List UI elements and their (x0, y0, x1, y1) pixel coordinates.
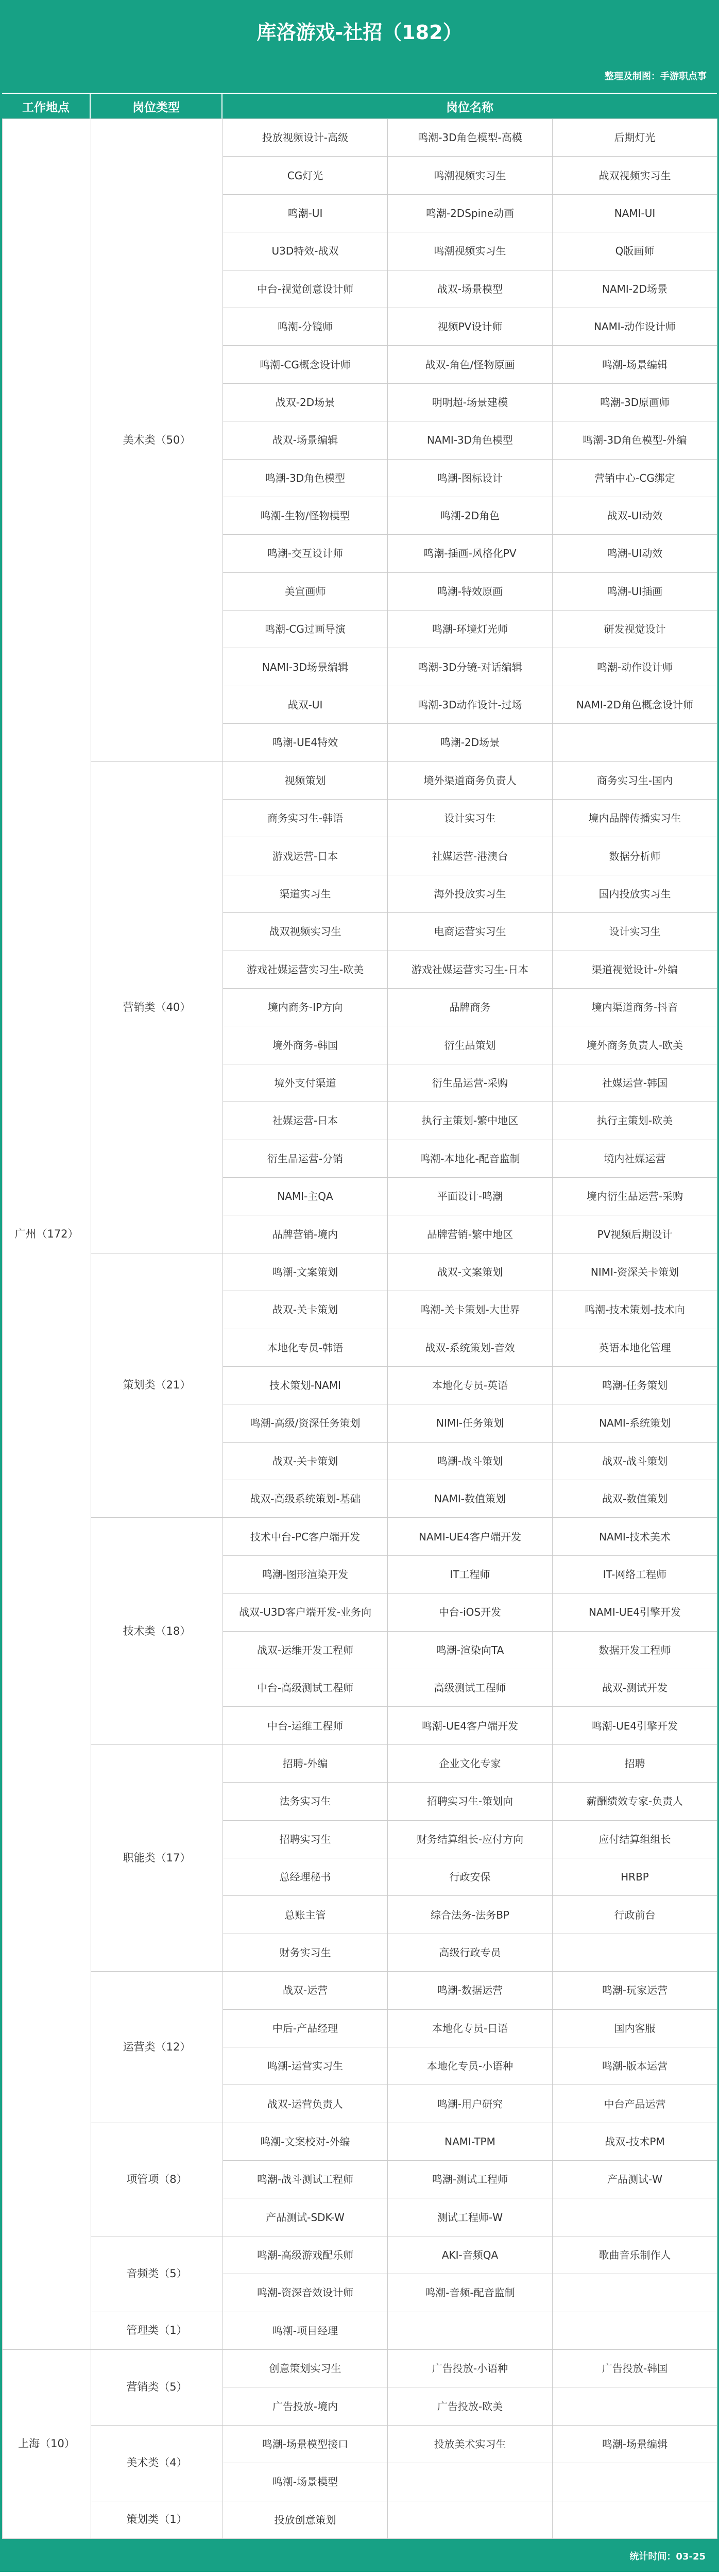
footer-banner (2, 2539, 717, 2570)
job-cell: 投放视频设计-高级 (223, 119, 388, 157)
job-cell: 战双-关卡策划 (223, 1291, 388, 1329)
job-cell: 境内渠道商务-抖音 (553, 988, 717, 1026)
job-cell: 鸣潮-插画-风格化PV (388, 535, 553, 572)
job-cell: 招聘实习生 (223, 1820, 388, 1858)
job-cell: 营销中心-CG绑定 (553, 459, 717, 497)
job-cell: IT-网络工程师 (553, 1555, 717, 1593)
table-row (3, 2123, 717, 2160)
location-cell: 上海（10） (3, 2350, 91, 2539)
page-title: 库洛游戏-社招（182） (256, 21, 463, 44)
job-cell: 鸣潮-任务策划 (553, 1366, 717, 1404)
job-cell: 战双视频实习生 (223, 913, 388, 951)
job-cell: 鸣潮-战斗策划 (388, 1442, 553, 1480)
job-cell: 鸣潮-3D动作设计-过场 (388, 686, 553, 723)
job-cell: 鸣潮-UE4引擎开发 (553, 1707, 717, 1744)
job-cell: 战双-运维开发工程师 (223, 1631, 388, 1669)
job-cell: 广告投放-小语种 (388, 2350, 553, 2387)
job-cell: NAMI-2D场景 (553, 270, 717, 308)
job-cell: 鸣潮-生物/怪物模型 (223, 497, 388, 534)
job-cell: 游戏运营-日本 (223, 837, 388, 875)
job-cell: NAMI-系统策划 (553, 1404, 717, 1442)
job-cell: IT工程师 (388, 1555, 553, 1593)
job-cell: 财务结算组长-应付方向 (388, 1820, 553, 1858)
job-cell: 电商运营实习生 (388, 913, 553, 951)
job-cell: NAMI-UE4引擎开发 (553, 1594, 717, 1631)
job-cell: NAMI-TPM (388, 2123, 553, 2160)
job-cell: 鸣潮-环境灯光师 (388, 611, 553, 648)
job-cell: 鸣潮-版本运营 (553, 2047, 717, 2084)
job-cell: 衍生品运营-分销 (223, 1140, 388, 1177)
job-cell: 战双-系统策划-音效 (388, 1329, 553, 1366)
job-cell: 战双-数值策划 (553, 1480, 717, 1518)
job-cell: 鸣潮-运营实习生 (223, 2047, 388, 2084)
category-cell: 音频类（5） (91, 2236, 223, 2312)
job-cell: 战双-文案策划 (388, 1253, 553, 1291)
location-cell: 广州（172） (3, 119, 91, 2350)
job-cell: NAMI-3D角色模型 (388, 421, 553, 459)
job-cell: 鸣潮-UI动效 (553, 535, 717, 572)
location-column-header: 工作地点 (2, 94, 91, 118)
job-cell: 社媒运营-韩国 (553, 1064, 717, 1101)
job-cell: NAMI-动作设计师 (553, 308, 717, 345)
category-cell: 运营类（12） (91, 1972, 223, 2123)
job-cell: 鸣潮-用户研究 (388, 2085, 553, 2123)
job-cell: 鸣潮-资深音效设计师 (223, 2274, 388, 2312)
job-cell: 鸣潮-UE4客户端开发 (388, 1707, 553, 1744)
job-cell: 高级行政专员 (388, 1934, 553, 1971)
job-cell: 渠道视觉设计-外编 (553, 951, 717, 988)
job-cell: NAMI-2D角色概念设计师 (553, 686, 717, 723)
job-cell: 境内商务-IP方向 (223, 988, 388, 1026)
job-cell: 鸣潮-场景编辑 (553, 346, 717, 383)
job-cell: 境内衍生品运营-采购 (553, 1177, 717, 1215)
job-cell: 高级测试工程师 (388, 1669, 553, 1707)
job-cell: 数据分析师 (553, 837, 717, 875)
job-cell: 鸣潮-3D角色模型 (223, 459, 388, 497)
job-cell: NAMI-3D场景编辑 (223, 648, 388, 686)
table-row (3, 2501, 717, 2538)
header-banner (2, 2, 717, 93)
category-cell: 营销类（5） (91, 2350, 223, 2426)
table-row (3, 2236, 717, 2274)
job-cell: NIMI-资深关卡策划 (553, 1253, 717, 1291)
job-cell: 国内客服 (553, 2009, 717, 2047)
job-cell: 战双-2D场景 (223, 383, 388, 421)
table-row (3, 1518, 717, 1555)
job-cell: 本地化专员-小语种 (388, 2047, 553, 2084)
job-cell: 战双-场景模型 (388, 270, 553, 308)
job-cell: 战双-场景编辑 (223, 421, 388, 459)
table-row (3, 1253, 717, 1291)
job-cell: 鸣潮-3D角色模型-外编 (553, 421, 717, 459)
job-cell: 商务实习生-韩语 (223, 800, 388, 837)
job-cell: 薪酬绩效专家-负责人 (553, 1783, 717, 1820)
job-cell: 本地化专员-韩语 (223, 1329, 388, 1366)
job-cell: PV视频后期设计 (553, 1215, 717, 1253)
job-cell: 中后-产品经理 (223, 2009, 388, 2047)
category-cell: 策划类（1） (91, 2501, 223, 2538)
job-cell: 研发视觉设计 (553, 611, 717, 648)
column-header-row (2, 93, 717, 118)
job-cell: 鸣潮-2D场景 (388, 724, 553, 761)
job-cell: 战双-UI (223, 686, 388, 723)
table-row (3, 119, 717, 157)
job-cell: 国内投放实习生 (553, 875, 717, 912)
job-cell: 视频策划 (223, 761, 388, 799)
job-cell: 境外商务负责人-欧美 (553, 1026, 717, 1064)
job-cell: 鸣潮视频实习生 (388, 232, 553, 270)
category-cell: 技术类（18） (91, 1518, 223, 1744)
job-cell: 行政前台 (553, 1896, 717, 1934)
stat-date: 统计时间：03-25 (629, 2551, 706, 2562)
job-cell: 境外支付渠道 (223, 1064, 388, 1101)
job-cell: 鸣潮-技术策划-技术向 (553, 1291, 717, 1329)
job-cell (388, 2501, 553, 2538)
job-cell: 广告投放-境内 (223, 2387, 388, 2425)
job-cell: 英语本地化管理 (553, 1329, 717, 1366)
job-cell: 后期灯光 (553, 119, 717, 157)
job-cell: 鸣潮-交互设计师 (223, 535, 388, 572)
job-cell: 招聘-外编 (223, 1744, 388, 1782)
category-cell: 管理类（1） (91, 2312, 223, 2349)
job-cell: 海外投放实习生 (388, 875, 553, 912)
job-cell (553, 2463, 717, 2501)
job-cell: NAMI-技术美术 (553, 1518, 717, 1555)
job-cell: 鸣潮-特效原画 (388, 572, 553, 610)
category-cell: 美术类（50） (91, 119, 223, 762)
job-cell: 鸣潮-UI插画 (553, 572, 717, 610)
job-cell: 技术策划-NAMI (223, 1366, 388, 1404)
category-column-header: 岗位类型 (91, 94, 222, 118)
job-cell: 鸣潮视频实习生 (388, 157, 553, 194)
job-cell: 中台-运维工程师 (223, 1707, 388, 1744)
job-cell: 鸣潮-高级游戏配乐师 (223, 2236, 388, 2274)
job-cell: 歌曲音乐制作人 (553, 2236, 717, 2274)
job-cell: 品牌商务 (388, 988, 553, 1026)
job-cell (553, 1934, 717, 1971)
job-cell (553, 2274, 717, 2312)
job-cell: HRBP (553, 1858, 717, 1895)
category-cell: 职能类（17） (91, 1744, 223, 1971)
job-cell: 鸣潮-UI (223, 194, 388, 232)
job-cell (553, 724, 717, 761)
job-cell: 战双-运营负责人 (223, 2085, 388, 2123)
job-cell: 鸣潮-文案校对-外编 (223, 2123, 388, 2160)
job-cell: 财务实习生 (223, 1934, 388, 1971)
job-cell: 鸣潮-3D分镜-对话编辑 (388, 648, 553, 686)
positions-column-header: 岗位名称 (446, 100, 493, 114)
job-cell: 本地化专员-日语 (388, 2009, 553, 2047)
job-cell: 中台-高级测试工程师 (223, 1669, 388, 1707)
job-cell: 鸣潮-场景编辑 (553, 2425, 717, 2463)
job-cell: 总账主管 (223, 1896, 388, 1934)
job-cell: 鸣潮-UE4特效 (223, 724, 388, 761)
job-cell (553, 2387, 717, 2425)
job-cell: 创意策划实习生 (223, 2350, 388, 2387)
job-cell: 战双-角色/怪物原画 (388, 346, 553, 383)
job-cell: NAMI-主QA (223, 1177, 388, 1215)
job-cell: 鸣潮-渲染向TA (388, 1631, 553, 1669)
job-cell: 境外商务-韩国 (223, 1026, 388, 1064)
job-cell: 战双-UI动效 (553, 497, 717, 534)
job-cell (388, 2312, 553, 2349)
job-cell: 鸣潮-高级/资深任务策划 (223, 1404, 388, 1442)
job-cell: Q版画师 (553, 232, 717, 270)
job-cell: 鸣潮-3D角色模型-高模 (388, 119, 553, 157)
job-cell: 境内品牌传播实习生 (553, 800, 717, 837)
job-cell: 鸣潮-动作设计师 (553, 648, 717, 686)
job-cell: 投放美术实习生 (388, 2425, 553, 2463)
job-cell: 鸣潮-场景模型 (223, 2463, 388, 2501)
job-cell: 战双视频实习生 (553, 157, 717, 194)
job-cell (553, 2198, 717, 2236)
job-cell: 鸣潮-场景模型接口 (223, 2425, 388, 2463)
job-cell: 战双-关卡策划 (223, 1442, 388, 1480)
job-cell: 综合法务-法务BP (388, 1896, 553, 1934)
category-cell: 美术类（4） (91, 2425, 223, 2501)
table-row (3, 761, 717, 799)
job-cell: 鸣潮-2DSpine动画 (388, 194, 553, 232)
job-cell: U3D特效-战双 (223, 232, 388, 270)
job-cell: 品牌营销-繁中地区 (388, 1215, 553, 1253)
credit-text: 整理及制图：手游职点事 (605, 71, 707, 82)
job-cell: 中台-视觉创意设计师 (223, 270, 388, 308)
job-cell: 鸣潮-3D原画师 (553, 383, 717, 421)
category-cell: 项管项（8） (91, 2123, 223, 2236)
job-cell: 投放创意策划 (223, 2501, 388, 2538)
job-cell: 衍生品策划 (388, 1026, 553, 1064)
job-cell (388, 2463, 553, 2501)
job-cell: 鸣潮-关卡策划-大世界 (388, 1291, 553, 1329)
job-cell: 总经理秘书 (223, 1858, 388, 1895)
job-cell: 执行主策划-繁中地区 (388, 1102, 553, 1140)
category-cell: 营销类（40） (91, 761, 223, 1253)
job-cell: 美宣画师 (223, 572, 388, 610)
table-row (3, 1972, 717, 2009)
job-cell: 鸣潮-战斗测试工程师 (223, 2161, 388, 2198)
job-cell: 中台产品运营 (553, 2085, 717, 2123)
job-cell: 商务实习生-国内 (553, 761, 717, 799)
job-cell: 战双-运营 (223, 1972, 388, 2009)
job-cell: 鸣潮-数据运营 (388, 1972, 553, 2009)
job-cell: 设计实习生 (388, 800, 553, 837)
job-cell: 产品测试-SDK-W (223, 2198, 388, 2236)
job-cell: CG灯光 (223, 157, 388, 194)
job-cell: 明明超-场景建模 (388, 383, 553, 421)
job-cell: 品牌营销-境内 (223, 1215, 388, 1253)
job-cell: 衍生品运营-采购 (388, 1064, 553, 1101)
job-cell: 战双-技术PM (553, 2123, 717, 2160)
job-cell: 设计实习生 (553, 913, 717, 951)
job-cell: 鸣潮-本地化-配音监制 (388, 1140, 553, 1177)
job-cell: 鸣潮-CG过画导演 (223, 611, 388, 648)
job-cell: 本地化专员-英语 (388, 1366, 553, 1404)
job-cell: 企业文化专家 (388, 1744, 553, 1782)
category-cell: 策划类（21） (91, 1253, 223, 1518)
job-cell: 鸣潮-CG概念设计师 (223, 346, 388, 383)
job-cell: 鸣潮-图标设计 (388, 459, 553, 497)
job-cell: 招聘 (553, 1744, 717, 1782)
job-cell: 渠道实习生 (223, 875, 388, 912)
job-cell: 鸣潮-音频-配音监制 (388, 2274, 553, 2312)
job-cell: 视频PV设计师 (388, 308, 553, 345)
job-cell: 社媒运营-港澳台 (388, 837, 553, 875)
job-cell: NAMI-数值策划 (388, 1480, 553, 1518)
table-row (3, 1744, 717, 1782)
job-cell: NAMI-UI (553, 194, 717, 232)
job-cell: AKI-音频QA (388, 2236, 553, 2274)
job-cell: 境外渠道商务负责人 (388, 761, 553, 799)
job-cell: 平面设计-鸣潮 (388, 1177, 553, 1215)
job-cell: 鸣潮-分镜师 (223, 308, 388, 345)
job-cell: 广告投放-欧美 (388, 2387, 553, 2425)
job-cell: 数据开发工程师 (553, 1631, 717, 1669)
job-cell: 游戏社媒运营实习生-欧美 (223, 951, 388, 988)
job-cell: 鸣潮-测试工程师 (388, 2161, 553, 2198)
job-cell: NIMI-任务策划 (388, 1404, 553, 1442)
job-cell: 游戏社媒运营实习生-日本 (388, 951, 553, 988)
job-cell: 鸣潮-玩家运营 (553, 1972, 717, 2009)
job-cell: 广告投放-韩国 (553, 2350, 717, 2387)
job-cell: 技术中台-PC客户端开发 (223, 1518, 388, 1555)
job-cell: 鸣潮-图形渲染开发 (223, 1555, 388, 1593)
job-cell: 招聘实习生-策划向 (388, 1783, 553, 1820)
job-cell (553, 2312, 717, 2349)
job-cell: 战双-高级系统策划-基础 (223, 1480, 388, 1518)
job-cell: 应付结算组组长 (553, 1820, 717, 1858)
job-cell: 鸣潮-项目经理 (223, 2312, 388, 2349)
job-cell: 鸣潮-2D角色 (388, 497, 553, 534)
table-row (3, 2425, 717, 2463)
job-cell: 境内社媒运营 (553, 1140, 717, 1177)
job-cell: 战双-U3D客户端开发-业务向 (223, 1594, 388, 1631)
job-cell: 测试工程师-W (388, 2198, 553, 2236)
job-table (2, 118, 717, 2539)
job-cell: 社媒运营-日本 (223, 1102, 388, 1140)
job-cell: 产品测试-W (553, 2161, 717, 2198)
job-cell: 战双-测试开发 (553, 1669, 717, 1707)
job-cell: 鸣潮-文案策划 (223, 1253, 388, 1291)
job-cell (553, 2501, 717, 2538)
table-row (3, 2350, 717, 2387)
job-cell: 战双-战斗策划 (553, 1442, 717, 1480)
job-cell: NAMI-UE4客户端开发 (388, 1518, 553, 1555)
table-row (3, 2312, 717, 2349)
job-cell: 法务实习生 (223, 1783, 388, 1820)
job-cell: 执行主策划-欧美 (553, 1102, 717, 1140)
job-cell: 中台-iOS开发 (388, 1594, 553, 1631)
job-cell: 行政安保 (388, 1858, 553, 1895)
